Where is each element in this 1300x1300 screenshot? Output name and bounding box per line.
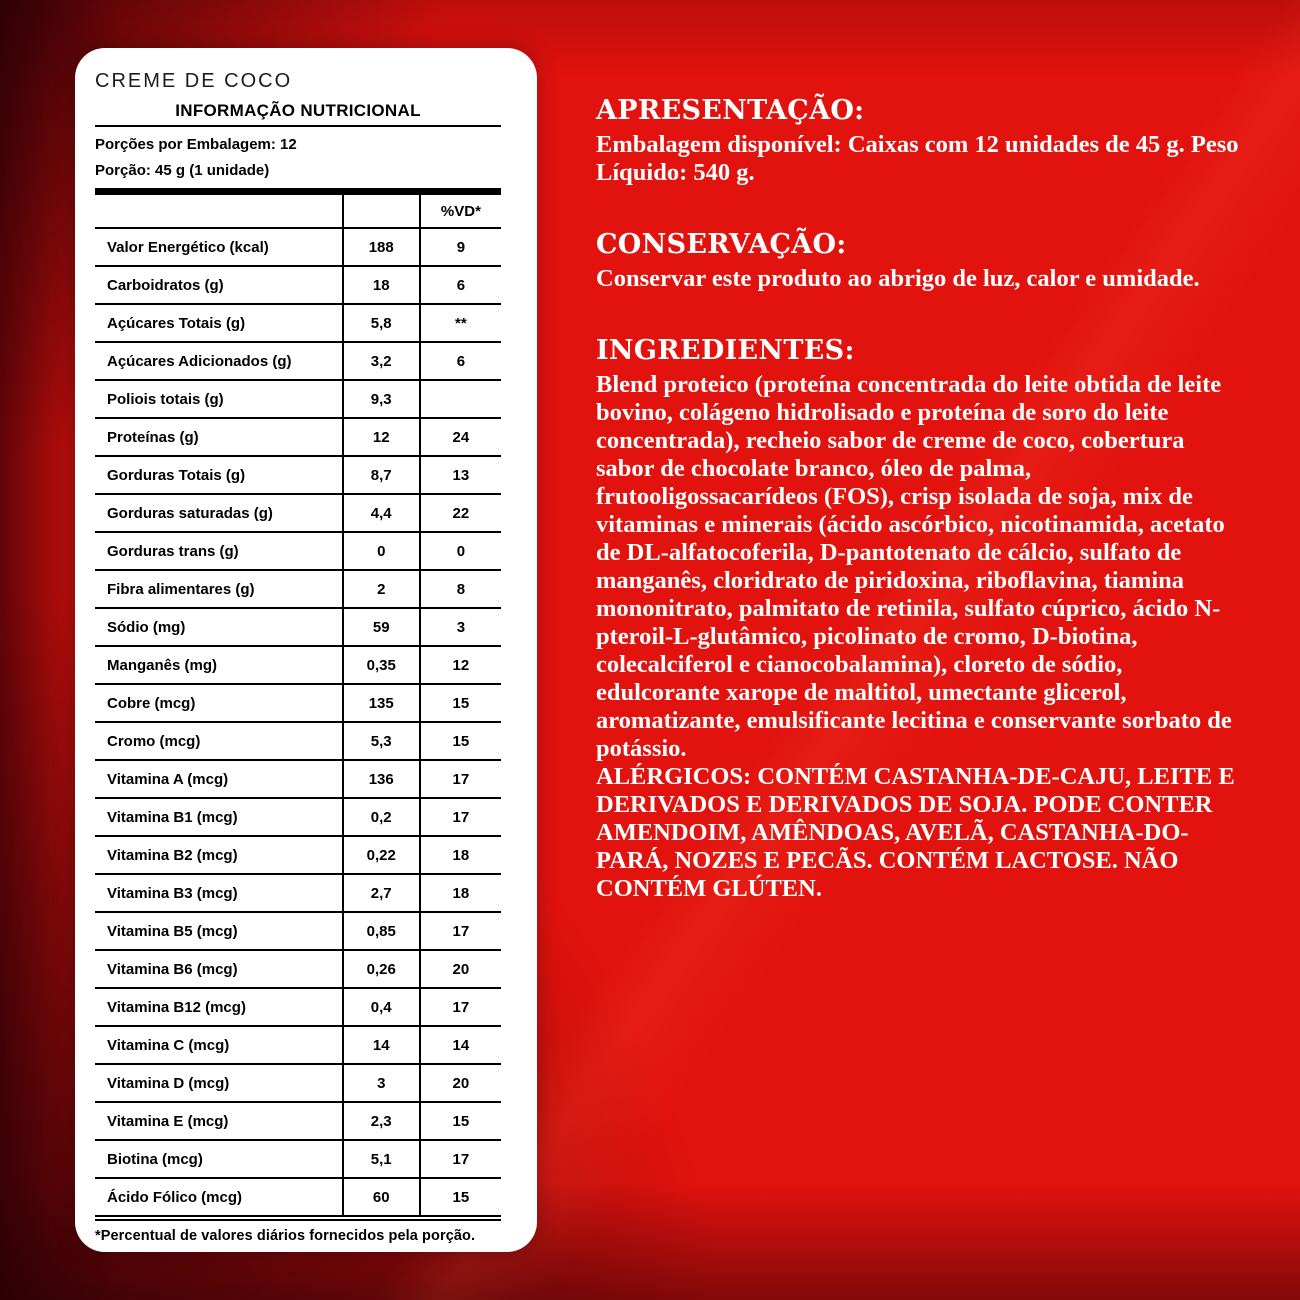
row-value: 0,85 (343, 912, 420, 950)
row-vd: 17 (420, 798, 501, 836)
table-row (95, 1064, 501, 1102)
row-label: Manganês (mg) (95, 646, 343, 684)
table-header-row (95, 195, 501, 228)
row-label: Vitamina B12 (mcg) (95, 988, 343, 1026)
row-value: 8,7 (343, 456, 420, 494)
section-ingredientes (596, 335, 1246, 903)
table-row (95, 418, 501, 456)
row-label: Carboidratos (g) (95, 266, 343, 304)
row-label: Ácido Fólico (mcg) (95, 1178, 343, 1218)
table-row (95, 1026, 501, 1064)
row-label: Gorduras Totais (g) (95, 456, 343, 494)
row-label: Vitamina B6 (mcg) (95, 950, 343, 988)
row-value: 9,3 (343, 380, 420, 418)
row-value: 2 (343, 570, 420, 608)
row-vd: 14 (420, 1026, 501, 1064)
table-row (95, 760, 501, 798)
row-label: Açúcares Totais (g) (95, 304, 343, 342)
row-value: 59 (343, 608, 420, 646)
table-row (95, 380, 501, 418)
row-vd: 12 (420, 646, 501, 684)
table-row (95, 342, 501, 380)
table-row (95, 798, 501, 836)
ingredientes-body: Blend proteico (proteína concentrada do leite obtida de leite bovino, colágeno hidrolisado e proteína de soro do leite concentrada), recheio sabor de creme de coco, cobertura sabor de chocolate branco, óleo de palma, frutooligossacarídeos (FOS), crisp isolada de soja, mix de vitaminas e minerais (ácido ascórbico, nicotinamida, acetato de DL-alfatocoferila, D-pantotenato de cálcio, sulfato de manganês, cloridrato de piridoxina, riboflavina, tiamina mononitrato, palmitato de retinila, sulfato cúprico, ácido N-pteroil-L-glutâmico, picolinato de cromo, D-biotina, colecalciferol e cianocobalamina), cloreto de sódio, edulcorante xarope de maltitol, umectante glicerol, aromatizante, emulsificante lecitina e conservante sorbato de potássio. (596, 371, 1232, 762)
row-label: Proteínas (g) (95, 418, 343, 456)
table-top-rule (95, 188, 501, 195)
table-row (95, 570, 501, 608)
row-vd: 17 (420, 1140, 501, 1178)
table-row (95, 950, 501, 988)
row-vd: 15 (420, 1102, 501, 1140)
row-label: Biotina (mcg) (95, 1140, 343, 1178)
row-vd: 6 (420, 266, 501, 304)
row-vd: 20 (420, 950, 501, 988)
row-label: Vitamina D (mcg) (95, 1064, 343, 1102)
table-row (95, 228, 501, 266)
row-label: Gorduras trans (g) (95, 532, 343, 570)
apresentacao-heading: APRESENTAÇÃO: (596, 95, 865, 126)
row-value: 4,4 (343, 494, 420, 532)
row-value: 60 (343, 1178, 420, 1218)
row-value: 0 (343, 532, 420, 570)
conservacao-body: Conservar este produto ao abrigo de luz, calor e umidade. (596, 265, 1200, 292)
row-vd: 18 (420, 874, 501, 912)
row-label: Valor Energético (kcal) (95, 228, 343, 266)
row-value: 12 (343, 418, 420, 456)
row-value: 5,8 (343, 304, 420, 342)
header-nutrient-cell (95, 195, 343, 228)
row-vd: 17 (420, 912, 501, 950)
row-label: Cromo (mcg) (95, 722, 343, 760)
portion-size: Porção: 45 g (1 unidade) (95, 162, 270, 179)
conservacao-heading: CONSERVAÇÃO: (596, 229, 847, 260)
section-apresentacao (596, 95, 1246, 187)
row-value: 3,2 (343, 342, 420, 380)
row-value: 2,3 (343, 1102, 420, 1140)
row-vd: 9 (420, 228, 501, 266)
row-value: 0,26 (343, 950, 420, 988)
row-vd (420, 380, 501, 418)
row-value: 0,4 (343, 988, 420, 1026)
row-vd: 0 (420, 532, 501, 570)
row-value: 0,2 (343, 798, 420, 836)
allergens-statement: ALÉRGICOS: CONTÉM CASTANHA-DE-CAJU, LEITE E DERIVADOS E DERIVADOS DE SOJA. PODE CONTER AMENDOIM, AMÊNDOAS, AVELÃ, CASTANHA-DO-PARÁ, NOZES E PECÃS. CONTÉM LACTOSE. NÃO CONTÉM GLÚTEN. (596, 763, 1235, 902)
row-label: Fibra alimentares (g) (95, 570, 343, 608)
nutrition-table (95, 195, 501, 1221)
header-vd-cell: %VD* (420, 195, 501, 228)
table-row (95, 494, 501, 532)
row-vd: 17 (420, 988, 501, 1026)
row-value: 3 (343, 1064, 420, 1102)
table-row (95, 608, 501, 646)
row-vd: 15 (420, 1178, 501, 1218)
row-vd: 15 (420, 684, 501, 722)
row-label: Sódio (mg) (95, 608, 343, 646)
table-row (95, 1102, 501, 1140)
row-vd: 8 (420, 570, 501, 608)
row-value: 188 (343, 228, 420, 266)
daily-value-footnote: *Percentual de valores diários fornecidos pela porção. (95, 1228, 476, 1244)
row-label: Poliois totais (g) (95, 380, 343, 418)
row-value: 14 (343, 1026, 420, 1064)
row-vd: 17 (420, 760, 501, 798)
row-label: Cobre (mcg) (95, 684, 343, 722)
table-row (95, 1178, 501, 1218)
row-value: 0,35 (343, 646, 420, 684)
row-value: 5,3 (343, 722, 420, 760)
servings-per-package: Porções por Embalagem: 12 (95, 136, 297, 153)
table-row (95, 684, 501, 722)
info-column (596, 95, 1246, 945)
table-row (95, 912, 501, 950)
row-value: 18 (343, 266, 420, 304)
row-label: Vitamina B3 (mcg) (95, 874, 343, 912)
table-row (95, 722, 501, 760)
row-value: 0,22 (343, 836, 420, 874)
nutrition-facts-title: INFORMAÇÃO NUTRICIONAL (95, 100, 501, 127)
row-label: Gorduras saturadas (g) (95, 494, 343, 532)
row-label: Açúcares Adicionados (g) (95, 342, 343, 380)
row-vd: 20 (420, 1064, 501, 1102)
row-label: Vitamina E (mcg) (95, 1102, 343, 1140)
product-name: CREME DE COCO (95, 70, 293, 92)
row-value: 2,7 (343, 874, 420, 912)
section-conservacao (596, 229, 1246, 293)
nutrition-label-card (75, 48, 537, 1252)
header-amount-cell (343, 195, 420, 228)
table-row (95, 836, 501, 874)
table-row (95, 874, 501, 912)
row-value: 135 (343, 684, 420, 722)
apresentacao-body: Embalagem disponível: Caixas com 12 unidades de 45 g. Peso Líquido: 540 g. (596, 131, 1239, 186)
table-row (95, 1140, 501, 1178)
row-label: Vitamina B1 (mcg) (95, 798, 343, 836)
row-vd: 13 (420, 456, 501, 494)
table-row (95, 646, 501, 684)
row-label: Vitamina B2 (mcg) (95, 836, 343, 874)
ingredientes-heading: INGREDIENTES: (596, 335, 855, 366)
row-vd: ** (420, 304, 501, 342)
row-label: Vitamina B5 (mcg) (95, 912, 343, 950)
table-row (95, 266, 501, 304)
row-label: Vitamina A (mcg) (95, 760, 343, 798)
table-row (95, 988, 501, 1026)
row-value: 136 (343, 760, 420, 798)
table-row (95, 304, 501, 342)
row-vd: 18 (420, 836, 501, 874)
serving-info (95, 132, 501, 184)
row-label: Vitamina C (mcg) (95, 1026, 343, 1064)
row-vd: 6 (420, 342, 501, 380)
table-row (95, 456, 501, 494)
row-vd: 3 (420, 608, 501, 646)
row-value: 5,1 (343, 1140, 420, 1178)
table-row (95, 532, 501, 570)
nutrition-table-body (95, 228, 501, 1218)
row-vd: 15 (420, 722, 501, 760)
row-vd: 24 (420, 418, 501, 456)
row-vd: 22 (420, 494, 501, 532)
